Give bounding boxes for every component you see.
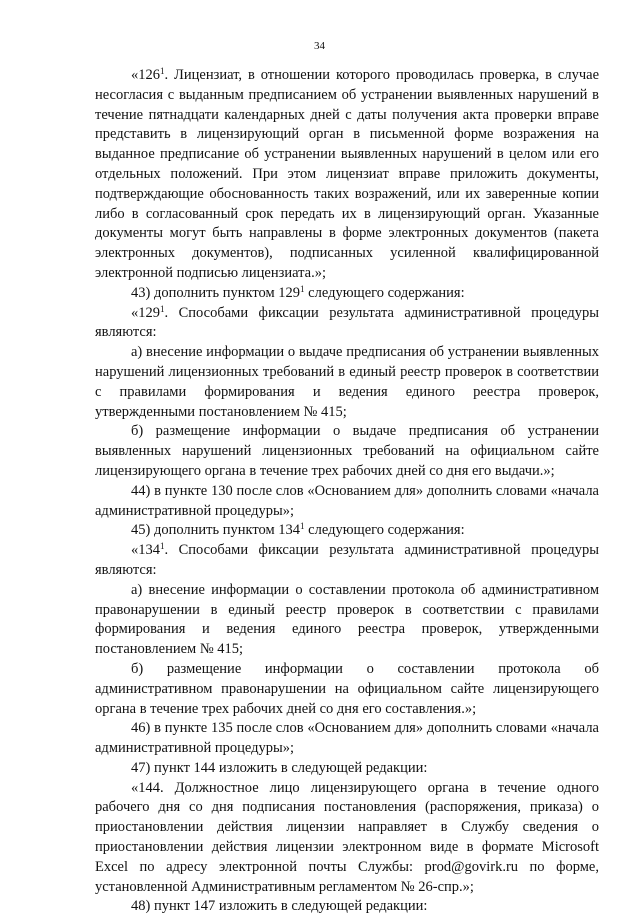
paragraph [95,521,599,541]
paragraph-text: 43) дополнить пунктом 129 [131,284,301,301]
paragraph-text-continued: . Способами фиксации результата административной процедуры являются: [95,542,599,578]
paragraph [95,541,599,581]
paragraph-text: 44) в пункте 130 после слов «Основанием для» дополнить словами «начала административной процедуры»; [95,482,599,519]
document-body [95,66,599,917]
paragraph [95,897,599,917]
paragraph [95,284,599,304]
paragraph [95,343,599,422]
paragraph-text: а) внесение информации о составлении протокола об административном правонарушении в единый реестр проверок в соответствии с правилами формирования и ведения единого реестра проверок, утвержденными постановлением № 415; [95,581,599,658]
superscript-index: 1 [160,303,165,314]
paragraph-text-continued: следующего содержания: [304,284,465,301]
paragraph-text: «144. Должностное лицо лицензирующего органа в течение одного рабочего дня со дня подписания постановления (распоряжения, приказа) о приостановлении действия лицензии направляет в Службу сведения о приостановлении действия лицензии электронном виде в формате Microsoft Excel по адресу электронной почты Службы: prod@govirk.ru по форме, установленной Административным регламентом № 26-спр.»; [95,779,599,895]
paragraph-text: «129 [131,304,160,321]
paragraph [95,422,599,481]
superscript-index: 1 [300,283,305,294]
paragraph [95,779,599,898]
paragraph [95,719,599,759]
paragraph-text-continued: . Способами фиксации результата административной процедуры являются: [95,304,599,341]
paragraph-text: б) размещение информации о составлении протокола об административном правонарушении на официальном сайте лицензирующего органа в течение трех рабочих дней со дня его составления.»; [95,660,599,717]
superscript-index: 1 [160,66,165,76]
paragraph [95,581,599,660]
page-number: 34 [314,40,325,52]
paragraph [95,304,599,344]
paragraph [95,66,599,284]
paragraph-text: 46) в пункте 135 после слов «Основанием для» дополнить словами «начала административной процедуры»; [95,720,599,757]
paragraph-text-continued: следующего содержания: [304,522,465,539]
paragraph-text: 48) пункт 147 изложить в следующей редакции: [131,898,428,915]
paragraph-text: а) внесение информации о выдаче предписания об устранении выявленных нарушений лицензионных требований в единый реестр проверок в соответствии с правилами формирования и ведения единого реестра проверок, утвержденными постановлением № 415; [95,344,599,420]
paragraph-text: «126 [131,67,160,83]
paragraph [95,660,599,719]
paragraph-text: «134 [131,542,160,559]
superscript-index: 1 [160,541,165,552]
superscript-index: 1 [300,521,305,532]
paragraph [95,482,599,522]
paragraph-text: 45) дополнить пунктом 134 [131,522,301,539]
paragraph-text-continued: . Лицензиат, в отношении которого проводилась проверка, в случае несогласия с выданным предписанием об устранении выявленных нарушений в течение пятнадцати календарных дней с даты получения акта проверки вправе представить в лицензирующий орган в письменной форме возражения на выданное предписание об устранении выявленных нарушений в целом или его отдельных положений. При этом лицензиат вправе приложить документы, подтверждающие обоснованность таких возражений, или их заверенные копии либо в согласованный срок передать их в лицензирующий орган. Указанные документы могут быть направлены в форме электронных документов (пакета электронных документов), подписанных усиленной квалифицированной электронной подписью лицензиата.»; [95,67,599,281]
paragraph [95,759,599,779]
paragraph-text: 47) пункт 144 изложить в следующей редакции: [131,759,428,776]
paragraph-text: б) размещение информации о выдаче предписания об устранении выявленных нарушений лицензионных требований на официальном сайте лицензирующего органа в течение трех рабочих дней со дня его выдачи.»; [95,423,599,479]
